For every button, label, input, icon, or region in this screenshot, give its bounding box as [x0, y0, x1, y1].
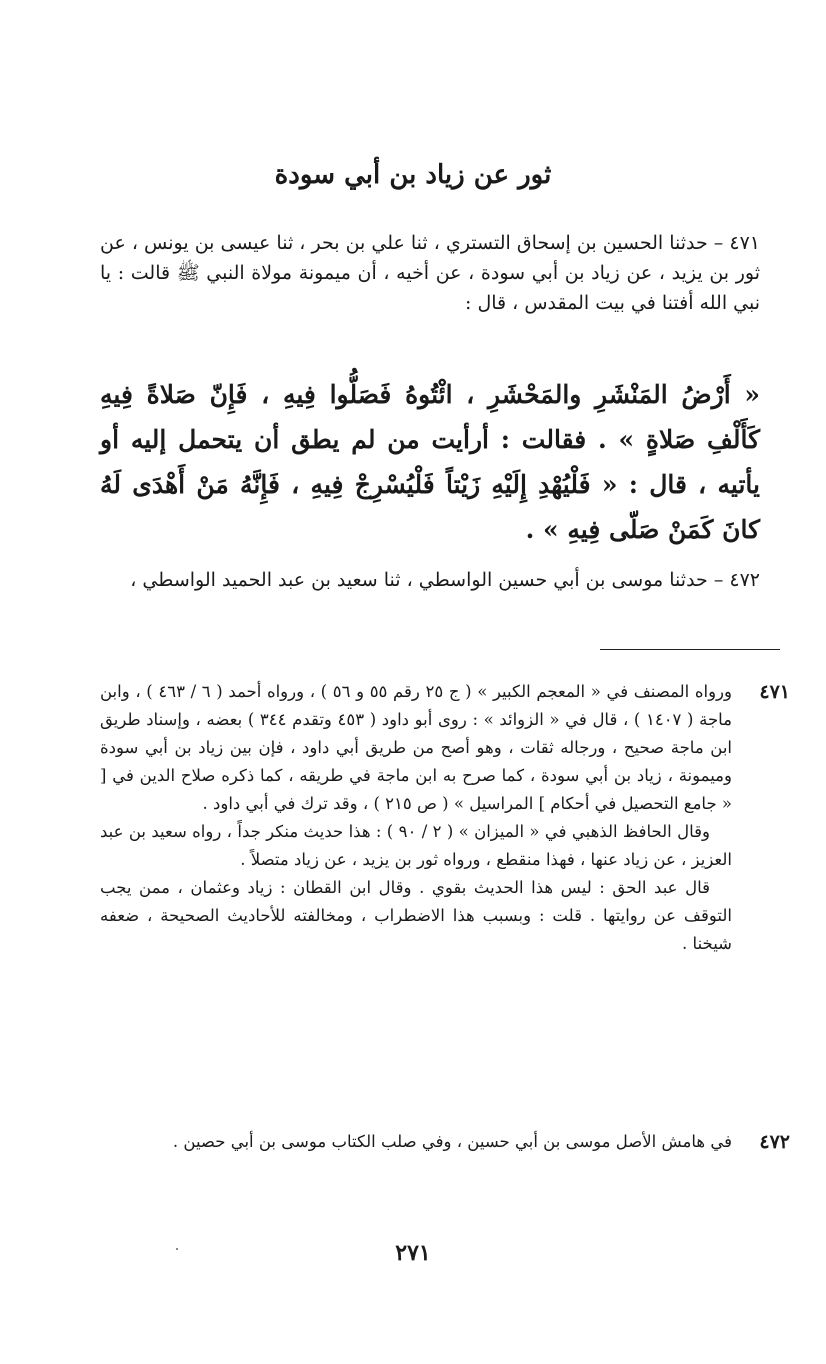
footnote-divider: [600, 649, 780, 650]
page-number: ٢٧١: [395, 1240, 431, 1266]
footnote-paragraph: قال عبد الحق : ليس هذا الحديث بقوي . وقال ابن القطان : زياد وعثمان ، ممن يجب التوقف عن روايتها . قلت : وبسبب هذا الاضطراب ، ومخالفته للأحاديث الصحيحة ، ضعفه شيخنا .: [100, 878, 732, 953]
footnote-number: ٤٧١: [759, 681, 790, 703]
footnote-paragraph: وقال الحافظ الذهبي في « الميزان » ( ٢ / ٩٠ ) : هذا حديث منكر جداً ، رواه سعيد بن عبد العزيز ، عن زياد عنها ، فهذا منقطع ، ورواه ثور بن يزيد ، عن زياد متصلاً .: [100, 822, 732, 869]
footnote-number: ٤٧٢: [759, 1131, 790, 1153]
hadith-471-isnad: ٤٧١ – حدثنا الحسين بن إسحاق التستري ، ثنا علي بن بحر ، ثنا عيسى بن يونس ، عن ثور بن يزيد ، عن زياد بن أبي سودة ، عن أخيه ، أن ميمونة مولاة النبي ﷺ قالت : يا نبي الله أفتنا في بيت المقدس ، قال :: [100, 232, 760, 314]
page-title: ثور عن زياد بن أبي سودة: [274, 160, 552, 190]
footnote-paragraph: ورواه المصنف في « المعجم الكبير » ( ج ٢٥ رقم ٥٥ و ٥٦ ) ، ورواه أحمد ( ٦ / ٤٦٣ ) ، وابن ماجة ( ١٤٠٧ ) ، قال في « الزوائد » : روى أبو داود ( ٤٥٣ وتقدم ٣٤٤ ) بعضه ، وإسناد طريق ابن ماجة صحيح ، ورجاله ثقات ، وهو أصح من طريق أبي داود ، فإن بين زياد بن أبي سودة وميمونة ، زياد بن أبي سودة ، كما صرح به ابن ماجة في طريقه ، كما ذكره صلاح الدين في [ « جامع التحصيل في أحكام ] المراسيل » ( ص ٢١٥ ) ، وقد ترك في أبي داود .: [100, 682, 733, 813]
footnote-472: [100, 1128, 790, 1156]
hadith-471-matn: « أَرْضُ المَنْشَرِ والمَحْشَرِ ، ائْتُوهُ فَصَلُّوا فِيهِ ، فَإِنّ صَلاةً فِيهِ كَأَلْفِ صَلاةٍ » . فقالت : أرأيت من لم يطق أن يتحمل إليه أو يأتيه ، قال : « فَلْيُهْدِ إِلَيْهِ زَيْتاً فَلْيُسْرِجْ فِيهِ ، فَإِنَّهُ مَنْ أَهْدَى لَهُ كانَ كَمَنْ صَلّى فِيهِ » .: [100, 380, 760, 544]
footnote-paragraph: في هامش الأصل موسى بن أبي حسين ، وفي صلب الكتاب موسى بن أبي حصين .: [172, 1132, 732, 1151]
footnote-body: [100, 1128, 732, 1156]
footnote-471: [100, 678, 790, 958]
hadith-472-isnad: ٤٧٢ – حدثنا موسى بن أبي حسين الواسطي ، ثنا سعيد بن عبد الحميد الواسطي ،: [130, 569, 760, 591]
footnote-body: [100, 678, 732, 958]
